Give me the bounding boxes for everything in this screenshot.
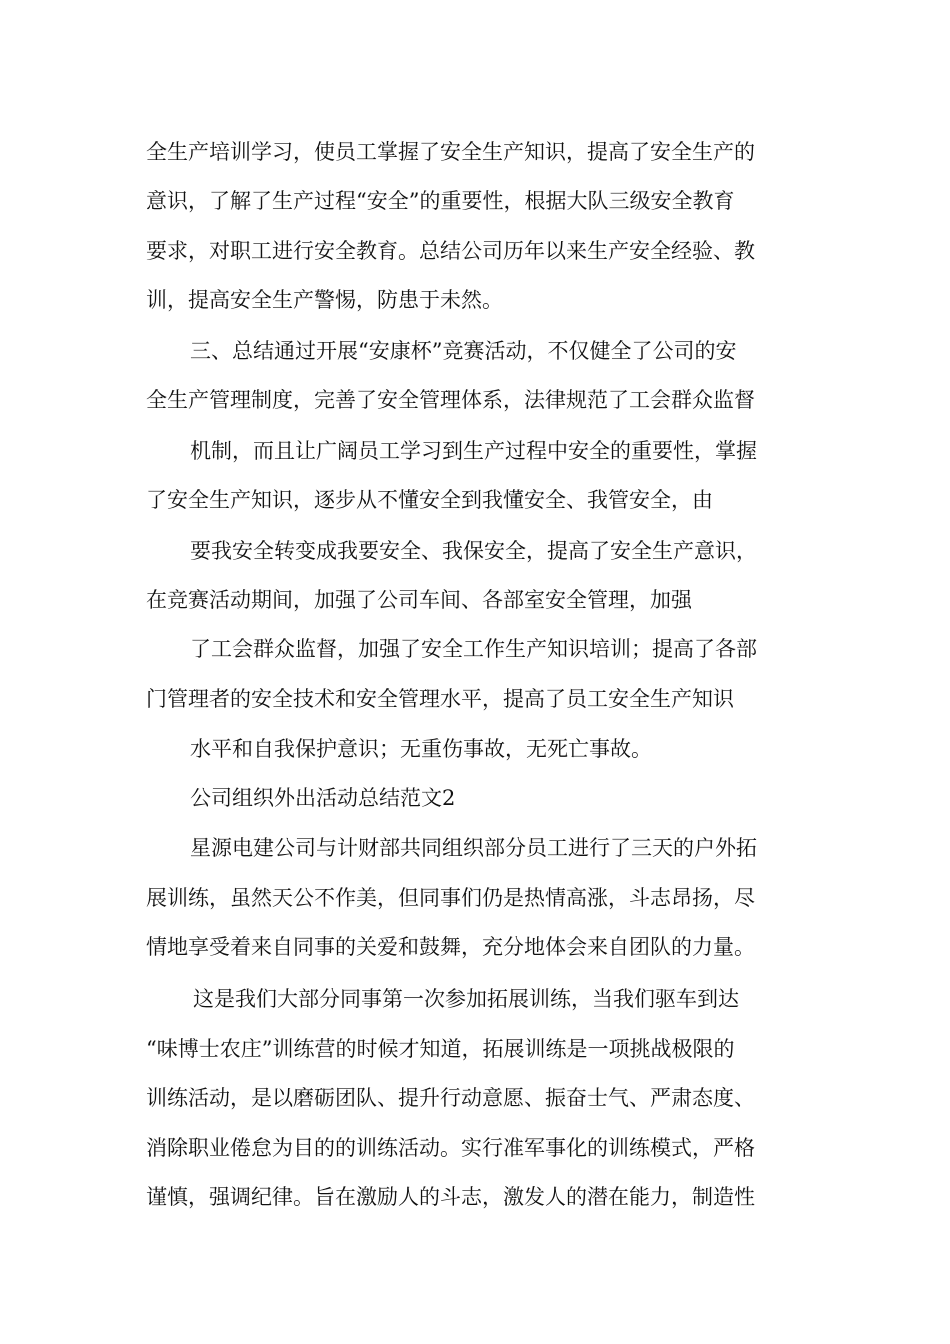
text-line-7: 机制，而且让广阔员工学习到生产过程中安全的重要性，掌握	[190, 439, 757, 463]
text-line-8: 了安全生产知识，逐步从不懂安全到我懂安全、我管安全，由	[146, 488, 713, 512]
text-line-9: 要我安全转变成我要安全、我保安全，提高了安全生产意识，	[190, 539, 757, 563]
text-line-11: 了工会群众监督，加强了安全工作生产知识培训；提高了各部	[190, 637, 757, 661]
section-heading: 公司组织外出活动总结范文2	[190, 786, 456, 810]
text-line-13: 水平和自我保护意识；无重伤事故，无死亡事故。	[190, 737, 652, 761]
text-line-3: 要求，对职工进行安全教育。总结公司历年以来生产安全经验、教	[146, 239, 755, 263]
text-line-22: 谨慎，强调纪律。旨在激励人的斗志，激发人的潜在能力，制造性	[146, 1185, 755, 1209]
text-line-15: 星源电建公司与计财部共同组织部分员工进行了三天的户外拓	[190, 836, 757, 860]
text-line-5: 三、总结通过开展“安康杯”竞赛活动，不仅健全了公司的安	[190, 339, 737, 363]
text-line-20: 训练活动，是以磨砺团队、提升行动意愿、振奋士气、严肃态度、	[146, 1086, 755, 1110]
text-line-2: 意识，了解了生产过程“安全”的重要性，根据大队三级安全教育	[146, 189, 735, 213]
text-line-19: “味博士农庄”训练营的时候才知道，拓展训练是一项挑战极限的	[146, 1037, 735, 1061]
text-line-18: 这是我们大部分同事第一次参加拓展训练，当我们驱车到达	[193, 987, 739, 1011]
text-line-1: 全生产培训学习，使员工掌握了安全生产知识，提高了安全生产的	[146, 140, 755, 164]
text-line-21: 消除职业倦怠为目的的训练活动。实行准军事化的训练模式，严格	[146, 1136, 755, 1160]
text-line-17: 情地享受着来自同事的关爱和鼓舞，充分地体会来自团队的力量。	[146, 935, 755, 959]
text-line-12: 门管理者的安全技术和安全管理水平，提高了员工安全生产知识	[146, 687, 734, 711]
text-line-4: 训，提高安全生产警惕，防患于未然。	[146, 288, 503, 312]
text-line-16: 展训练，虽然天公不作美，但同事们仍是热情高涨，斗志昂扬，尽	[146, 886, 755, 910]
text-line-10: 在竞赛活动期间，加强了公司车间、各部室安全管理，加强	[146, 588, 692, 612]
text-line-6: 全生产管理制度，完善了安全管理体系，法律规范了工会群众监督	[146, 388, 755, 412]
